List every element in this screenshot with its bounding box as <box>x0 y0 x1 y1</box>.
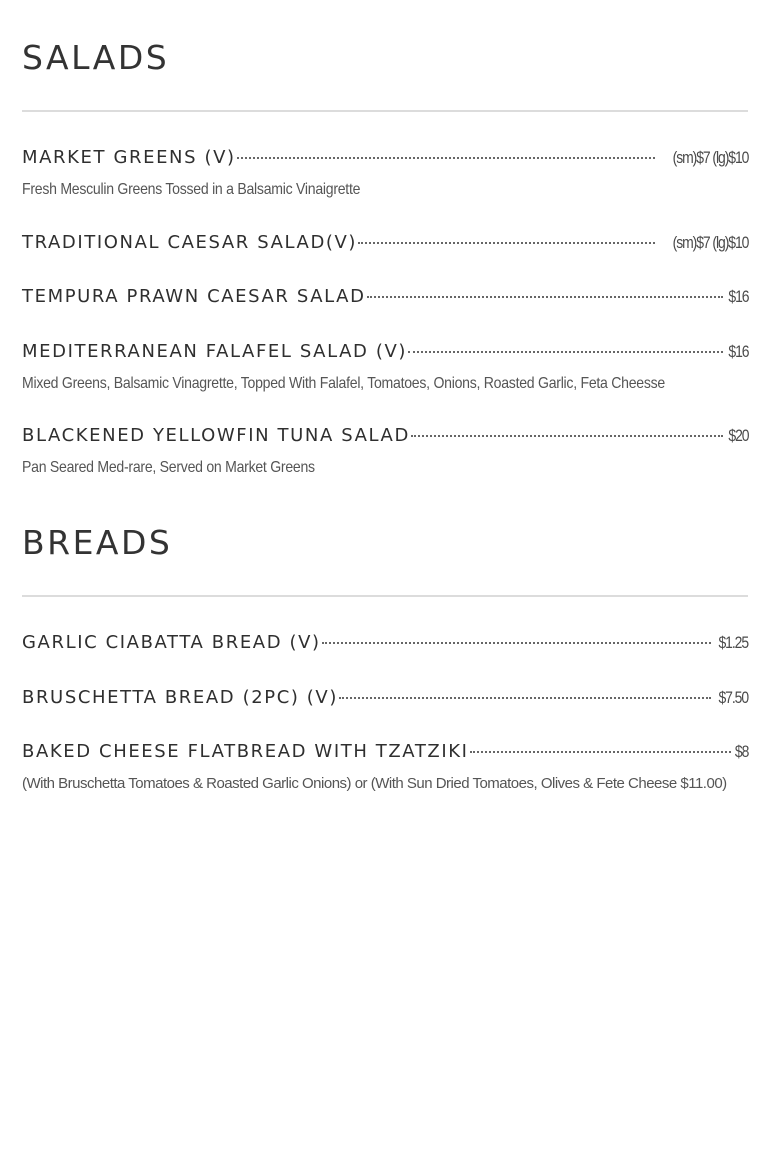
dot-leader <box>408 337 723 353</box>
section-divider <box>22 595 748 597</box>
menu-item <box>22 687 748 713</box>
item-price: $8 <box>734 742 748 761</box>
item-name: BAKED CHEESE FLATBREAD WITH TZATZIKI <box>22 741 469 762</box>
item-description: Pan Seared Med-rare, Served on Market Greens <box>22 459 315 476</box>
item-price: (sm)$7 (lg)$10 <box>672 233 748 252</box>
item-name: MEDITERRANEAN FALAFEL SALAD (V) <box>22 341 407 362</box>
section-title: BREADS <box>22 523 173 562</box>
section-divider <box>22 110 748 112</box>
item-description: Mixed Greens, Balsamic Vinagrette, Topped With Falafel, Tomatoes, Onions, Roasted Garlic, Feta Cheesse <box>22 375 665 392</box>
item-name: BLACKENED YELLOWFIN TUNA SALAD <box>22 425 410 446</box>
item-name: TEMPURA PRAWN CAESAR SALAD <box>22 286 366 307</box>
item-name: MARKET GREENS (V) <box>22 147 236 168</box>
section-title: SALADS <box>22 38 170 77</box>
item-price: (sm)$7 (lg)$10 <box>672 148 748 167</box>
menu-item <box>22 341 748 399</box>
dot-leader <box>358 228 655 244</box>
menu-item <box>22 232 748 258</box>
item-name: GARLIC CIABATTA BREAD (V) <box>22 632 321 653</box>
menu-item <box>22 741 748 799</box>
item-price: $16 <box>727 287 748 306</box>
dot-leader <box>367 282 723 298</box>
item-name: BRUSCHETTA BREAD (2PC) (V) <box>22 687 338 708</box>
item-price: $7.50 <box>718 688 748 707</box>
dot-leader <box>237 143 655 159</box>
menu-item <box>22 286 748 312</box>
dot-leader <box>322 628 711 644</box>
item-description: Fresh Mesculin Greens Tossed in a Balsamic Vinaigrette <box>22 181 361 198</box>
item-description: (With Bruschetta Tomatoes & Roasted Garlic Onions) or (With Sun Dried Tomatoes, Olives & Fete Cheese $11.00) <box>22 775 727 792</box>
item-price: $16 <box>727 342 748 361</box>
dot-leader <box>339 683 711 699</box>
menu-item <box>22 632 748 658</box>
menu-item <box>22 147 748 205</box>
dot-leader <box>411 421 723 437</box>
item-name: TRADITIONAL CAESAR SALAD(V) <box>22 232 358 253</box>
item-price: $20 <box>727 426 748 445</box>
dot-leader <box>470 737 731 753</box>
menu-item <box>22 425 748 483</box>
item-price: $1.25 <box>718 633 748 652</box>
